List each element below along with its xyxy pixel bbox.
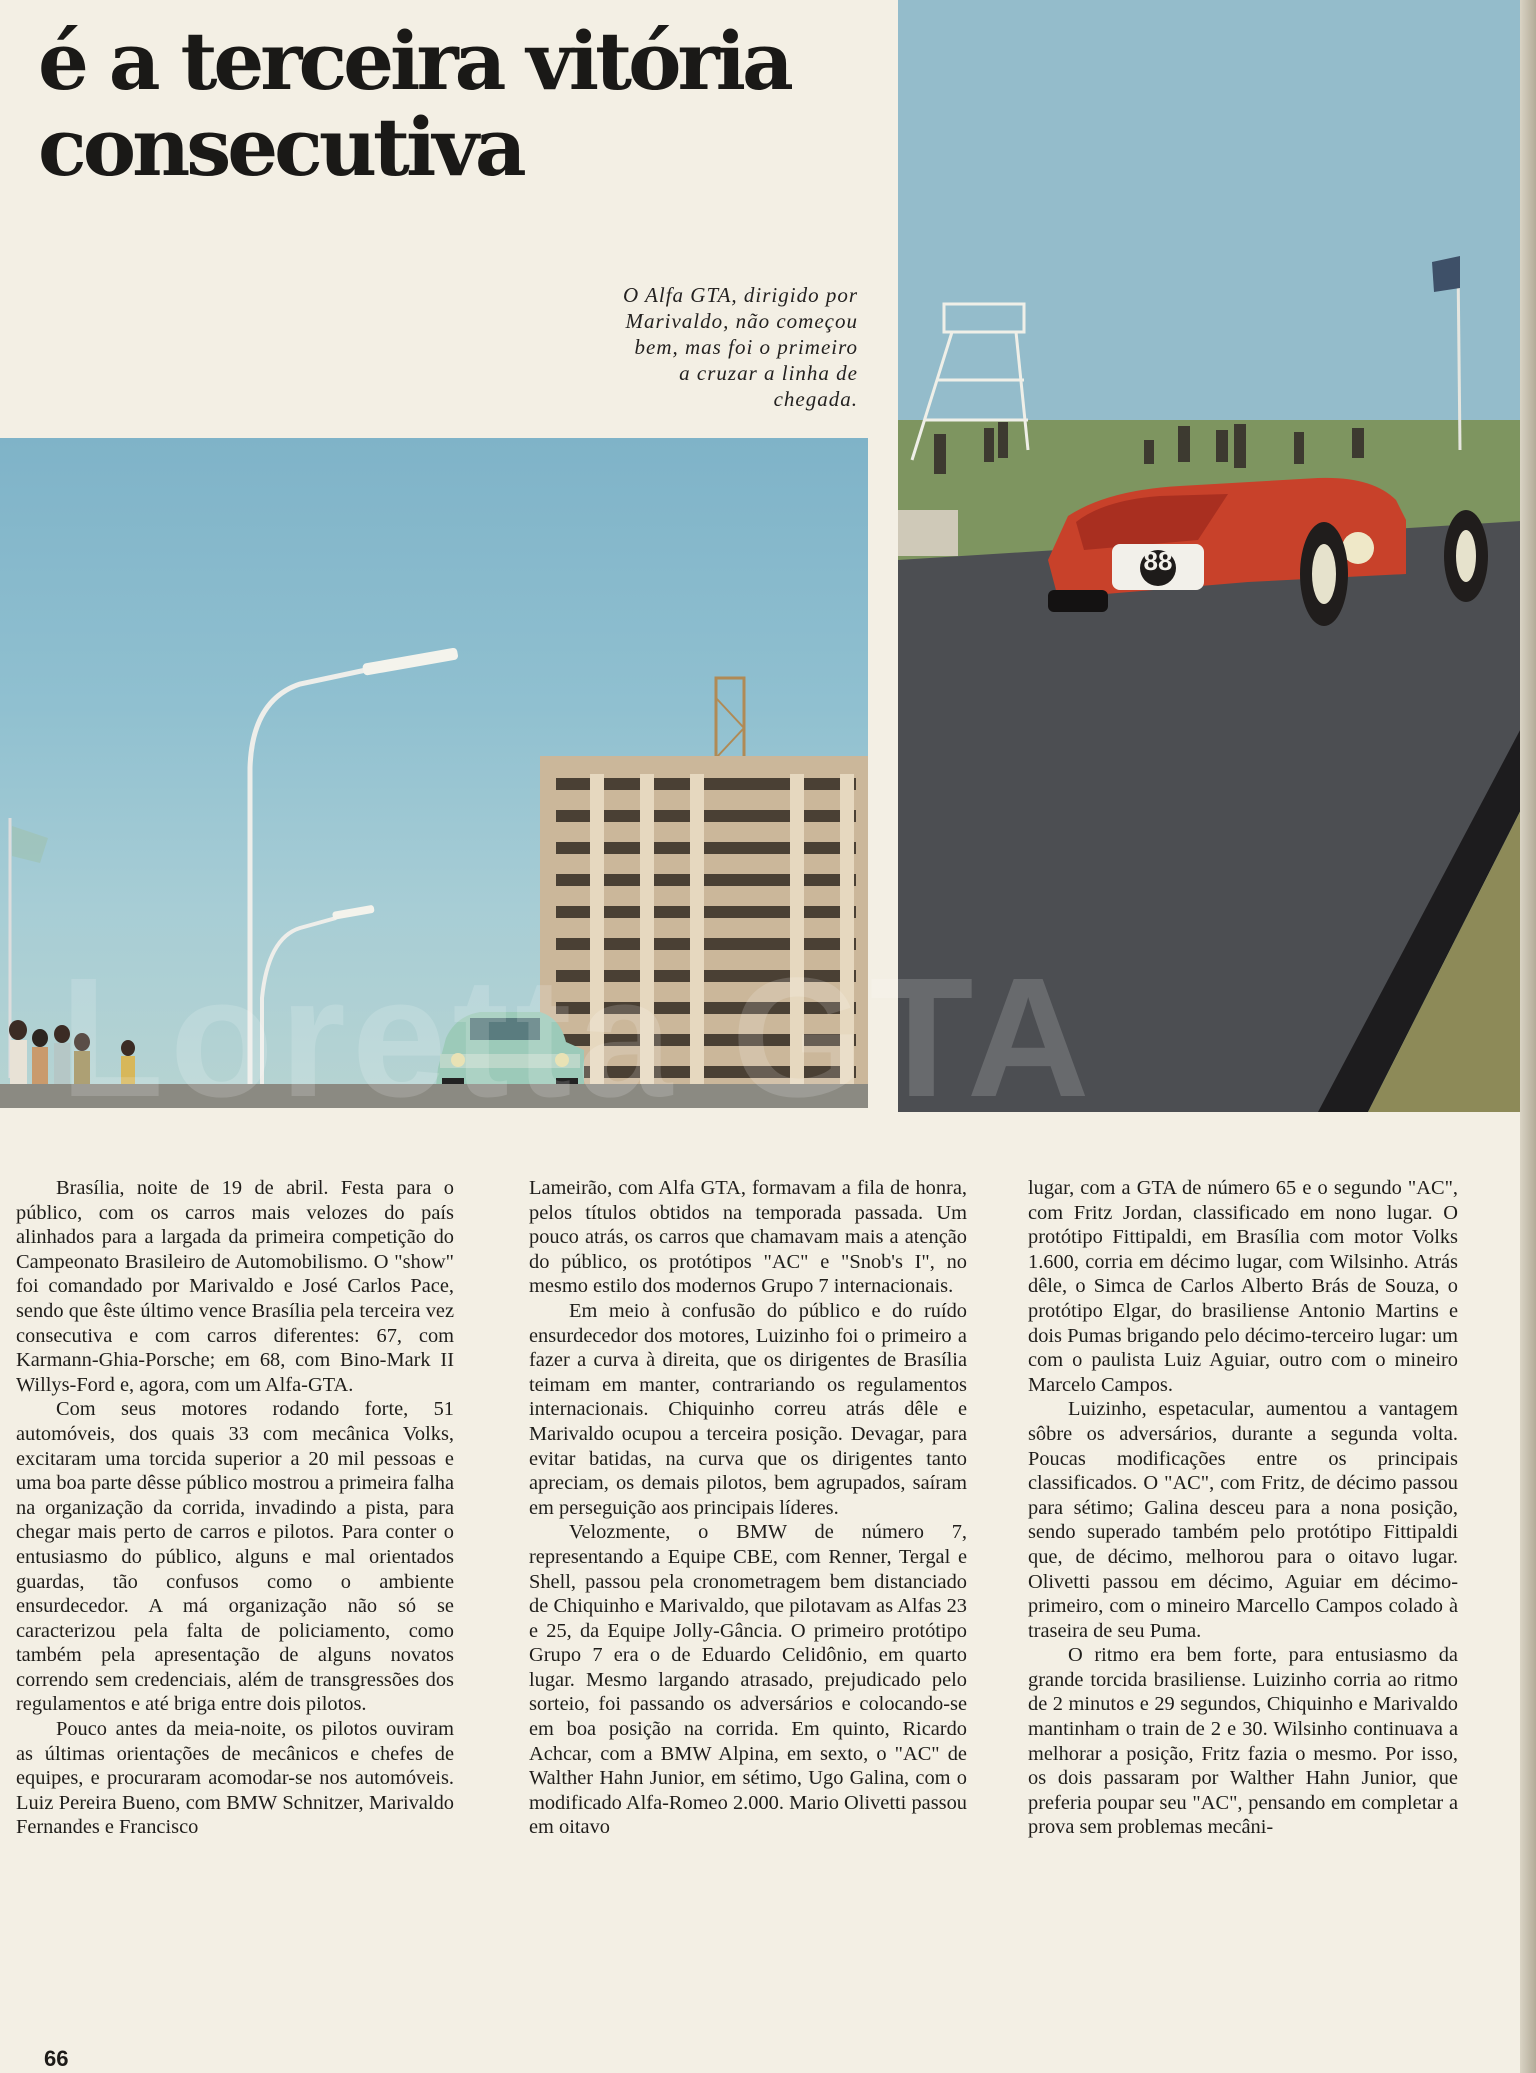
headline-line-1: é a terceira vitória <box>38 14 790 108</box>
article-paragraph: Luizinho, espetacular, aumentou a vantagem sôbre os adversários, durante a segunda volta. Poucas modificações entre os principais classificados. O "AC", com Fritz, de décimo passou para sétimo; Galina desceu para a nona posição, sendo superado também pelo protótipo Fittipaldi que, de décimo, melhorou para o oitavo lugar. Olivetti passou em décimo, Aguiar em décimo-primeiro, com o mineiro Marcello Campos colado à traseira de seu Puma. <box>1028 1398 1458 1642</box>
photo-caption <box>520 282 858 412</box>
caption-line: bem, mas foi o primeiro <box>634 335 858 359</box>
caption-line: a cruzar a linha de <box>679 361 858 385</box>
article-paragraph: Pouco antes da meia-noite, os pilotos ouviram as últimas orientações de mecânicos e chefes de equipes, e procuraram acomodar-se nos automóveis. Luiz Pereira Bueno, com BMW Schnitzer, Marivaldo Fernandes e Francisco <box>16 1718 454 1839</box>
article-column-2 <box>529 1176 967 1840</box>
article-paragraph: lugar, com a GTA de número 65 e o segundo "AC", com Fritz Jordan, classificado em nono lugar. O protótipo Fittipaldi, em Brasília com motor Volks 1.600, corria em décimo lugar, com Wilsinho. Atrás dêle, o Simca de Carlos Alberto Brás de Souza, o protótipo Elgar, do brasiliense Antonio Martins e dois Pumas brigando pelo décimo-terceiro lugar: um com o paulista Luiz Aguiar, outro com o mineiro Marcelo Campos. <box>1028 1177 1458 1396</box>
article-paragraph: Com seus motores rodando forte, 51 automóveis, dos quais 33 com mecânica Volks, excitaram uma torcida superior a 20 mil pessoas e uma boa parte dêsse público mostrou a primeira falha na organização da corrida, invadindo a pista, para chegar mais perto de carros e pilotos. Para conter o entusiasmo do público, alguns e mal orientados guardas, tão confusos como o ambiente ensurdecedor. A má organização não só se caracterizou pela falta de policiamento, como também pela apresentação de alguns novatos correndo sem credenciais, além de transgressões dos regulamentos e até briga entre dois pilotos. <box>16 1398 454 1716</box>
article-headline <box>38 14 878 194</box>
article-column-3 <box>1028 1176 1458 1840</box>
caption-line: Marivaldo, não começou <box>625 309 858 333</box>
caption-line: chegada. <box>773 387 858 411</box>
article-paragraph: Velozmente, o BMW de número 7, representando a Equipe CBE, com Renner, Tergal e Shell, passou pela cronometragem bem distanciado de Chiquinho e Marivaldo, que pilotavam as Alfas 23 e 25, da Equipe Jolly-Gância. O primeiro protótipo Grupo 7 era o de Eduardo Celidônio, em quarto lugar. Mesmo largando atrasado, prejudicado pelo sorteio, foi passando os adversários e colocando-se em boa posição na corrida. Em quinto, Ricardo Achcar, com a BMW Alpina, em sexto, o "AC" de Walther Hahn Junior, em sétimo, Ugo Galina, com o modificado Alfa-Romeo 2.000. Mario Olivetti passou em oitavo <box>529 1521 967 1839</box>
article-paragraph: Lameirão, com Alfa GTA, formavam a fila de honra, pelos títulos obtidos na temporada passada. Um pouco atrás, os carros que chamavam mais a atenção do público, os protótipos "AC" e "Snob's I", no mesmo estilo dos modernos Grupo 7 internacionais. <box>529 1177 967 1298</box>
page-number: 66 <box>44 2046 69 2071</box>
page-edge <box>1520 0 1536 2073</box>
race-car-number: 88 <box>1143 546 1173 576</box>
headline-line-2: consecutiva <box>38 100 523 194</box>
caption-line: O Alfa GTA, dirigido por <box>623 283 858 307</box>
article-paragraph: O ritmo era bem forte, para entusiasmo da grande torcida brasiliense. Luizinho corria ao ritmo de 2 minutos e 29 segundos, Chiquinho e Marivaldo mantinham o train de 2 e 30. Wilsinho continuava a melhorar a posição, Fritz fazia o mesmo. Por isso, os dois passaram por Walther Hahn Junior, que preferia poupar seu "AC", pensando em completar a prova sem problemas mecâni- <box>1028 1644 1458 1839</box>
watermark: Loretta GTA <box>60 943 1096 1133</box>
article-column-1 <box>16 1176 454 1840</box>
article-paragraph: Em meio à confusão do público e do ruído ensurdecedor dos motores, Luizinho foi o primeiro a fazer a curva à direita, que os dirigentes de Brasília teimam em manter, contrariando os regulamentos internacionais. Chiquinho correu atrás dêle e Marivaldo ocupou a terceira posição. Devagar, para evitar batidas, na curva que os dirigentes tanto apreciam, os demais pilotos, bem agrupados, saíram em perseguição aos principais líderes. <box>529 1299 967 1519</box>
article-paragraph: Brasília, noite de 19 de abril. Festa para o público, com os carros mais velozes do país alinhados para a largada da primeira competição do Campeonato Brasileiro de Automobilismo. O "show" foi comandado por Marivaldo e José Carlos Pace, sendo que êste último vence Brasília pela terceira vez consecutiva e com carros diferentes: 67, com Karmann-Ghia-Porsche; em 68, com Bino-Mark II Willys-Ford e, agora, com um Alfa-GTA. <box>16 1177 454 1396</box>
